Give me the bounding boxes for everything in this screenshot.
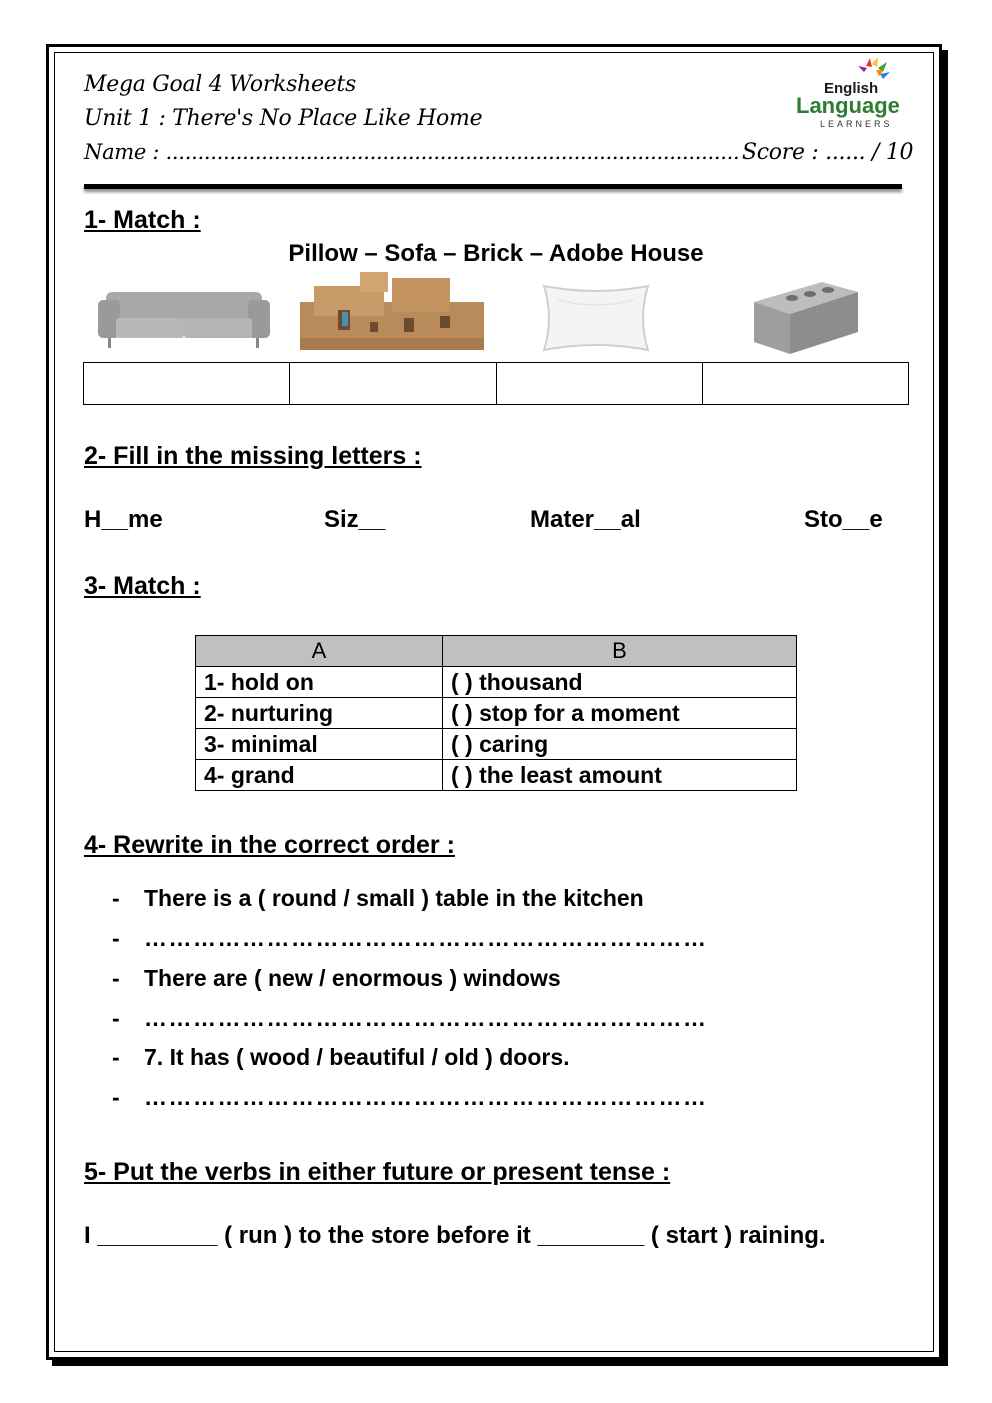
answer-box[interactable] — [84, 363, 290, 404]
matching-table — [195, 635, 797, 791]
pillow-image — [538, 280, 654, 356]
hands-icon — [858, 57, 890, 79]
item-text: 7. It has ( wood / beautiful / old ) doors. — [144, 1044, 570, 1070]
list-item — [112, 965, 561, 992]
score-line: Score : ...... / 10 — [742, 140, 914, 165]
adobe-house-image — [300, 272, 484, 350]
bullet: - — [112, 1005, 120, 1031]
missing-letters-word: Sto__e — [804, 506, 883, 533]
section1-word-bank: Pillow – Sofa – Brick – Adobe House — [288, 240, 704, 267]
bullet: - — [112, 925, 120, 951]
list-item — [112, 925, 708, 952]
bullet: - — [112, 965, 120, 991]
bullet: - — [112, 1084, 120, 1110]
missing-letters-word: Mater__al — [530, 506, 641, 533]
section3-heading: 3- Match : — [84, 572, 201, 600]
item-text: There is a ( round / small ) table in the kitchen — [144, 885, 644, 911]
section5-heading: 5- Put the verbs in either future or present tense : — [84, 1158, 671, 1186]
definition-cell[interactable]: ( ) the least amount — [443, 760, 797, 791]
answer-box[interactable] — [497, 363, 703, 404]
section1-answer-grid — [83, 362, 909, 405]
column-b-header: B — [443, 636, 797, 667]
table-row — [196, 729, 797, 760]
answer-line[interactable]: …………………………………………………………… — [144, 1005, 708, 1031]
term-cell: 4- grand — [196, 760, 443, 791]
table-row — [196, 760, 797, 791]
definition-cell[interactable]: ( ) thousand — [443, 667, 797, 698]
section4-heading: 4- Rewrite in the correct order : — [84, 831, 455, 859]
table-row — [196, 698, 797, 729]
worksheet-title: Mega Goal 4 Worksheets — [84, 72, 356, 97]
unit-title: Unit 1 : There's No Place Like Home — [84, 106, 483, 131]
list-item — [112, 1044, 570, 1071]
missing-letters-word: Siz__ — [324, 506, 386, 533]
table-row — [196, 667, 797, 698]
logo-english: English — [824, 80, 879, 97]
bullet: - — [112, 885, 120, 911]
term-cell: 1- hold on — [196, 667, 443, 698]
logo-learners: LEARNERS — [820, 119, 893, 129]
column-a-header: A — [196, 636, 443, 667]
term-cell: 2- nurturing — [196, 698, 443, 729]
brick-image — [752, 272, 860, 356]
answer-box[interactable] — [703, 363, 908, 404]
list-item — [112, 1005, 708, 1032]
sofa-image — [98, 278, 270, 350]
definition-cell[interactable]: ( ) stop for a moment — [443, 698, 797, 729]
tense-sentence[interactable]: I _________ ( run ) to the store before it ________ ( start ) raining. — [84, 1222, 826, 1249]
answer-line[interactable]: …………………………………………………………… — [144, 925, 708, 951]
header-divider — [84, 184, 902, 189]
answer-box[interactable] — [290, 363, 496, 404]
item-text: There are ( new / enormous ) windows — [144, 965, 561, 991]
bullet: - — [112, 1044, 120, 1070]
list-item — [112, 885, 644, 912]
definition-cell[interactable]: ( ) caring — [443, 729, 797, 760]
name-line: Name : .......................................................................................... — [84, 140, 740, 164]
answer-line[interactable]: …………………………………………………………… — [144, 1084, 708, 1110]
term-cell: 3- minimal — [196, 729, 443, 760]
logo-language: Language — [796, 93, 900, 118]
list-item — [112, 1084, 708, 1111]
section1-heading: 1- Match : — [84, 206, 201, 234]
section2-heading: 2- Fill in the missing letters : — [84, 442, 422, 470]
missing-letters-word: H__me — [84, 506, 163, 533]
english-language-learners-logo — [790, 56, 920, 131]
